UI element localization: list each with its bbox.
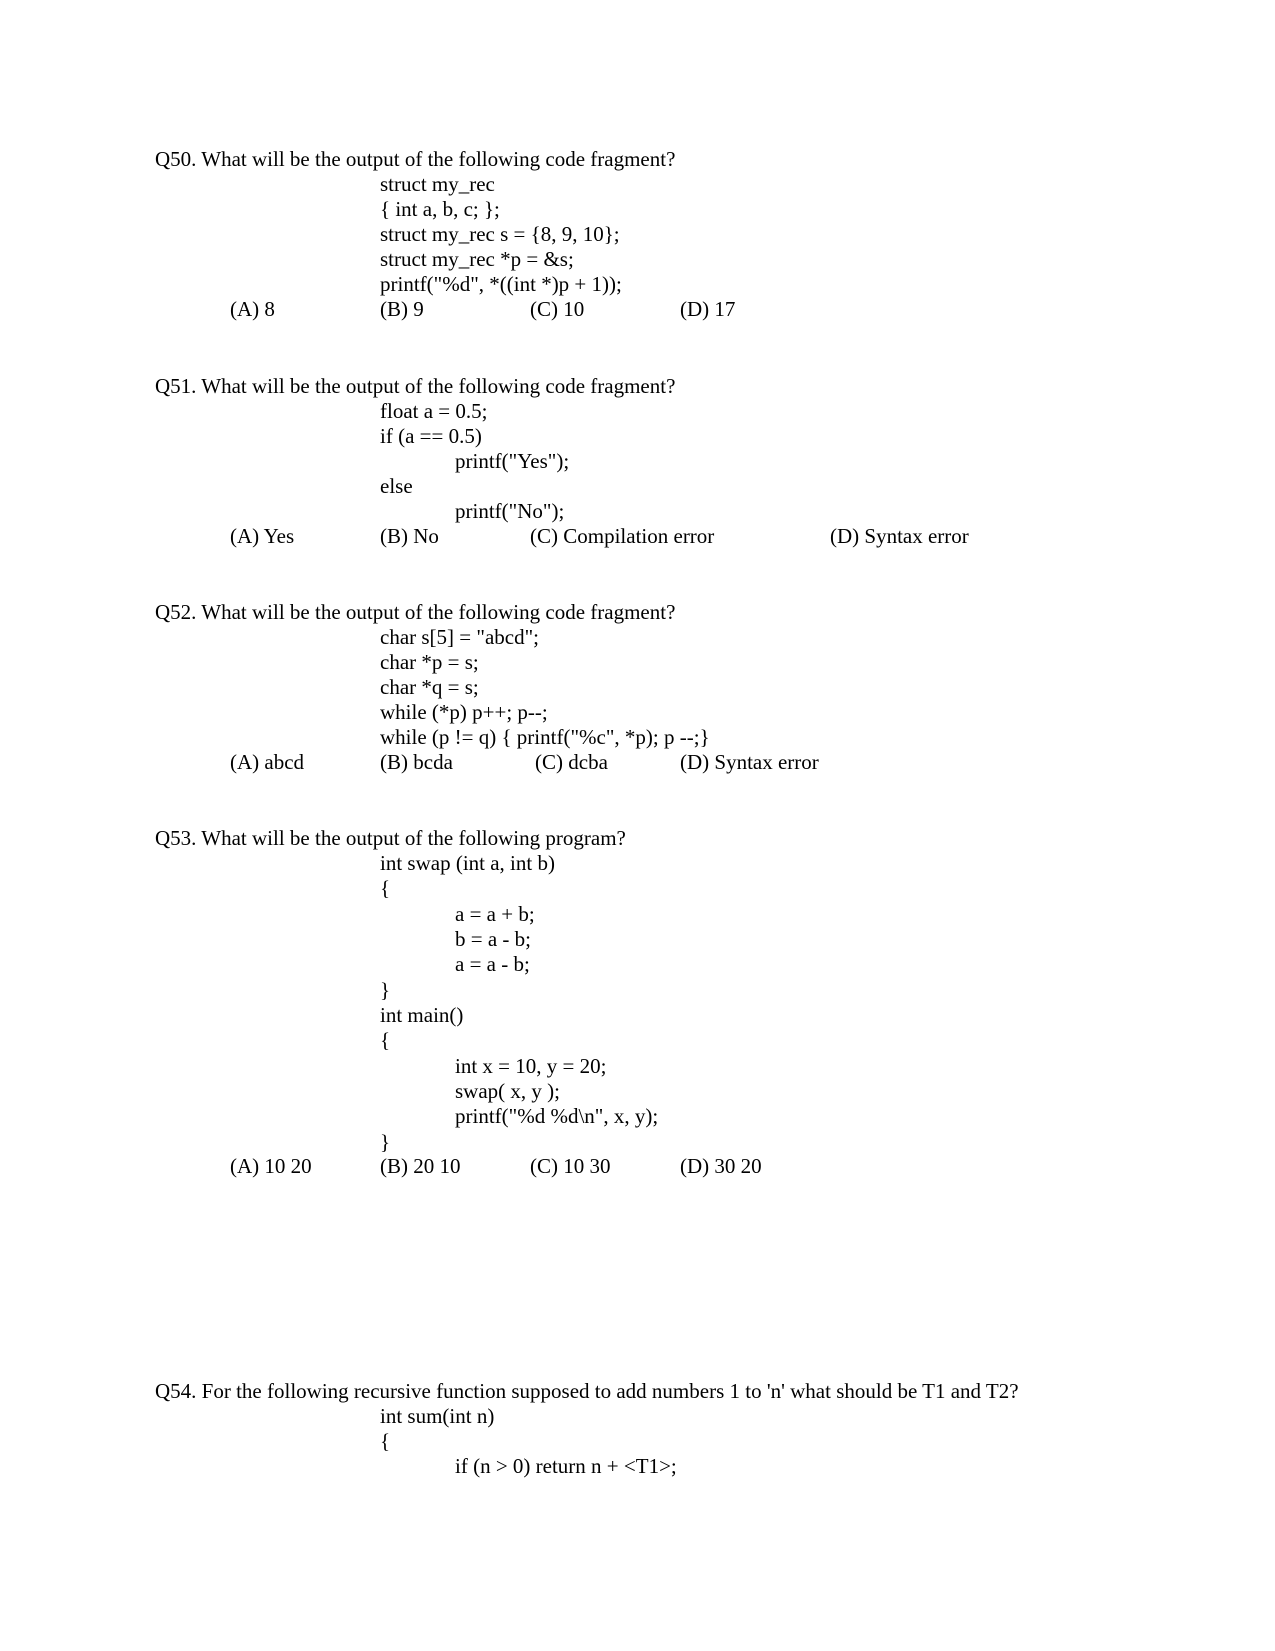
option-c: (C) 10 30 [530, 1154, 611, 1178]
option-d: (D) Syntax error [680, 750, 819, 774]
code-line: while (p != q) { printf("%c", *p); p --;} [380, 725, 710, 749]
option-c: (C) dcba [535, 750, 608, 774]
code-line: int x = 10, y = 20; [455, 1054, 607, 1078]
option-d: (D) Syntax error [830, 524, 969, 548]
option-b: (B) No [380, 524, 439, 548]
option-d: (D) 17 [680, 297, 736, 321]
code-line: a = a - b; [455, 952, 530, 976]
code-line: struct my_rec s = {8, 9, 10}; [380, 222, 620, 246]
code-line: struct my_rec [380, 172, 495, 196]
code-line: int main() [380, 1003, 464, 1027]
code-line: char s[5] = "abcd"; [380, 625, 540, 649]
question-text: Q53. What will be the output of the following program? [155, 826, 626, 850]
question-text: Q54. For the following recursive function supposed to add numbers 1 to 'n' what should be T1 and T2? [155, 1379, 1019, 1403]
code-line: char *p = s; [380, 650, 479, 674]
code-line: float a = 0.5; [380, 399, 488, 423]
option-c: (C) 10 [530, 297, 585, 321]
code-line: printf("No"); [455, 499, 565, 523]
code-line: { int a, b, c; }; [380, 197, 500, 221]
option-c: (C) Compilation error [530, 524, 715, 548]
option-b: (B) 9 [380, 297, 424, 321]
code-line: } [380, 978, 391, 1002]
option-a: (A) abcd [230, 750, 305, 774]
code-line: else [380, 474, 413, 498]
code-line: while (*p) p++; p--; [380, 700, 548, 724]
question-text: Q50. What will be the output of the following code fragment? [155, 147, 676, 171]
option-b: (B) bcda [380, 750, 453, 774]
option-b: (B) 20 10 [380, 1154, 461, 1178]
question-text: Q52. What will be the output of the following code fragment? [155, 600, 676, 624]
code-line: swap( x, y ); [455, 1079, 560, 1103]
code-line: a = a + b; [455, 902, 535, 926]
code-line: { [380, 1028, 391, 1052]
code-line: { [380, 1429, 391, 1453]
option-a: (A) 8 [230, 297, 275, 321]
option-d: (D) 30 20 [680, 1154, 762, 1178]
code-line: int sum(int n) [380, 1404, 495, 1428]
code-line: char *q = s; [380, 675, 479, 699]
code-line: printf("%d", *((int *)p + 1)); [380, 272, 622, 296]
code-line: struct my_rec *p = &s; [380, 247, 574, 271]
code-line: if (n > 0) return n + <T1>; [455, 1454, 677, 1478]
code-line: if (a == 0.5) [380, 424, 482, 448]
code-line: printf("%d %d\n", x, y); [455, 1104, 659, 1128]
option-a: (A) Yes [230, 524, 295, 548]
code-line: b = a - b; [455, 927, 531, 951]
code-line: printf("Yes"); [455, 449, 570, 473]
code-line: } [380, 1130, 391, 1154]
option-a: (A) 10 20 [230, 1154, 312, 1178]
question-text: Q51. What will be the output of the following code fragment? [155, 374, 676, 398]
code-line: { [380, 876, 391, 900]
code-line: int swap (int a, int b) [380, 851, 555, 875]
